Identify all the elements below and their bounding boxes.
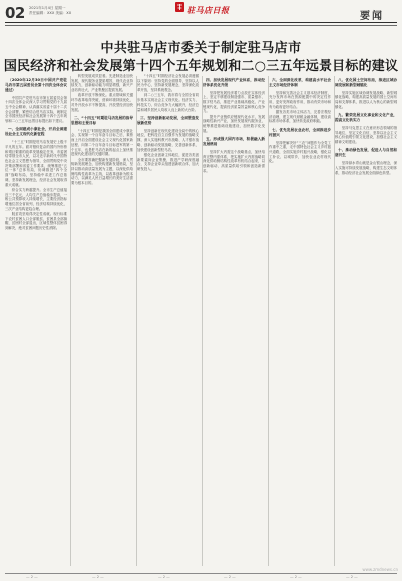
section-heading: 八、优化国土空间布局，推进区域协调发展和新型城镇化 [335,77,397,87]
column-footer-mark: — 2 — [92,575,104,579]
paragraph: 坚持绿水青山就是金山银山理念，深入实施可持续发展战略，构建生态文明体系，推动经济社会发展全面绿色转型。 [335,161,397,175]
section-heading: 六、全面深化改革，构建高水平社会主义市场经济体制 [269,77,331,87]
paragraph: “十三五”时期是驻马店发展史上极不平凡的五年。面对错综复杂的国内外形势和艰巨繁重的改革发展稳定任务，市委团结带领全市人民，以习近平新时代中国特色社会主义思想为指导，全面贯彻党中央决策部署和省委工作要求，统筹推进“五位一体”总体布局，协调推进“四个全面”战略布局，坚持稳中求进工作总基调，坚持新发展理念，经济社会发展取得重大成就。 [5,140,67,187]
paragraph: 坚持把解决好“三农”问题作为全党工作重中之重，走中国特色社会主义乡村振兴道路，全面实施乡村振兴战略，强化以工补农、以城带乡，加快农业农村现代化。 [269,140,331,164]
editor-credit: 责任编辑：XXX 美编：XX [29,11,72,15]
article-title-line-1: 中共驻马店市委关于制定驻马店市 [100,41,302,56]
column-footer-mark: — 2 — [290,575,302,579]
paragraph: 强化企业创新主体地位，促进各类创新要素向企业集聚，推进产学研深度融合，支持企业牵头组建创新联合体，加大研发投入。 [137,152,199,171]
section-heading: 七、优先发展农业农村，全面推进乡村振兴 [269,127,331,137]
paragraph: “十四五”时期是我国全面建成小康社会、实现第一个百年奋斗目标之后，乘势而上开启全面建设社会主义现代化国家新征程、向第二个百年奋斗目标进军的第一个五年，也是驻马店在新的起点上加快推进现代化建设的关键时期。 [71,128,133,157]
site-watermark: www.zmdnews.cn [362,567,398,572]
byline: （2020年12月30日中国共产党驻马店市第五届委员会第十四次全体会议通过） [5,77,67,92]
masthead-seal-icon [175,2,184,12]
section-heading: 十、推动绿色发展，促进人与自然和谐共生 [335,148,397,158]
section-heading: 五、形成强大国内市场，积极融入新发展格局 [203,136,265,146]
text-column-5 [269,74,331,568]
paragraph: 坚持创新在现代化建设全局中的核心地位，把科技自立自强作为发展的战略支撑，深入实施科教兴市战略、人才强市战略、创新驱动发展战略，完善创新体系，加快建设创新型驻马店。 [137,128,199,152]
article-title-line-2: 国民经济和社会发展第十四个五年规划和二○三五年远景目标的建议 [3,59,399,74]
paragraph: 提升产业链供应链现代化水平，发展战略性新兴产业，加快发展现代服务业，统筹推进基础设施建设，加快数字化发展。 [203,114,265,133]
paragraph: 全市要准确把握新发展阶段，深入贯彻新发展理念，加快构建新发展格局，坚持以推动高质量发展为主题，以深化供给侧结构性改革为主线，以改革创新为根本动力，以满足人民日益增长的美好生活需要为根本目的。 [71,157,133,186]
paragraph: 综合实力跨越提升。全市生产总值接近三千亿元，人均生产总值稳步提高，一般公共预算收入持续增长，主要经济指标增速位居全省前列，经济结构持续优化，三次产业结构更趋合理。 [5,187,67,211]
section-heading: 四、加快发展现代产业体系，推动经济体系优化升级 [203,77,265,87]
paragraph: 坚持和完善社会主义基本经济制度，充分发挥市场在资源配置中的决定性作用，更好发挥政府作用，推动有效市场和有为政府更好结合。 [269,90,331,109]
paragraph: 转型发展成效显著。先进制造业加快发展，现代服务业提质增效，现代农业持续发力，创新驱动能力明显增强，新兴产业培育壮大，产业集聚区提质发展。 [71,74,133,93]
header-rule-thin [5,25,397,26]
text-column-4 [203,74,265,568]
header-rule [5,22,397,23]
paragraph: 坚持实施区域协调发展战略、新型城镇化战略，构建高质量发展的国土空间布局和支撑体系，推进以人为核心的新型城镇化。 [335,90,397,109]
paragraph: 坚持马克思主义在意识形态领域的指导地位，坚定文化自信，坚持以社会主义核心价值观引领文化建设，加强社会主义精神文明建设。 [335,125,397,144]
paragraph: 坚持把发展经济着力点放在实体经济上，坚定不移建设制造强市、质量强市、数字驻马店，推进产业基础高级化、产业链现代化，提高经济质量效益和核心竞争力。 [203,90,265,114]
paragraph: 激发各类市场主体活力，完善宏观经济治理，建立现代财税金融体制，建设高标准市场体系，加快转变政府职能。 [269,109,331,124]
section-heading: 三、坚持创新驱动发展，全面塑造发展新优势 [137,115,199,125]
paragraph: 到二○三五年，我市将与全国全省同步基本实现社会主义现代化。经济实力、科技实力、综合竞争力大幅跃升，经济总量和城乡居民人均收入迈上新的大台阶。 [137,93,199,112]
section-heading: 九、繁荣发展文化事业和文化产业，提高文化软实力 [335,112,397,122]
issue-date: 2021年1月4日 星期一 [29,6,66,10]
paragraph: 脱贫攻坚取得决定性成就。现行标准下农村贫困人口全部脱贫，贫困县全部摘帽，贫困村全部退出，区域性整体贫困得到解决，绝对贫困问题历史性消除。 [5,211,67,231]
page-number: 02 [5,4,25,22]
section-label: 要闻 [360,11,384,22]
paragraph: 改革开放不断深化。重点领域和关键环节改革取得突破，营商环境持续优化，对外开放水平不断提高，开放型经济加快发展。 [71,93,133,112]
column-footer-mark: — 2 — [346,575,358,579]
paragraph: “十四五”时期经济社会发展必须遵循以下原则：坚持党的全面领导，坚持以人民为中心，坚持新发展理念，坚持深化改革开放，坚持系统观念。 [137,74,199,93]
text-column-3 [137,74,199,568]
column-footer-mark: — 2 — [158,575,170,579]
footer-rule [5,573,397,574]
paragraph: 中国共产党驻马店市第五届委员会第十四次全体会议深入学习贯彻党的十九届五中全会精神，认真落实省委十届十二次全会部署，紧密结合驻马店实际，就制定全市国民经济和社会发展第十四个五年规划和二○三五年远景目标提出如下建议。 [5,95,67,124]
text-column-6 [335,74,397,568]
text-column-2 [71,74,133,568]
column-footer-mark: — 2 — [224,575,236,579]
masthead-title: 驻马店日报 [187,5,230,15]
newspaper-masthead [175,2,237,20]
text-column-1 [5,74,67,568]
paragraph: 坚持扩大内需这个战略基点，加快培育完整内需体系，把实施扩大内需战略同深化供给侧结构性改革有机结合起来，以创新驱动、高质量供给引领和创造新需求。 [203,149,265,173]
section-heading: 二、“十四五”时期驻马店发展的指导思想和主要目标 [71,115,133,125]
article-body [5,74,397,572]
section-heading: 一、全面建成小康社会，开启全面建设社会主义现代化新征程 [5,127,67,137]
column-footer-mark: — 2 — [26,575,38,579]
